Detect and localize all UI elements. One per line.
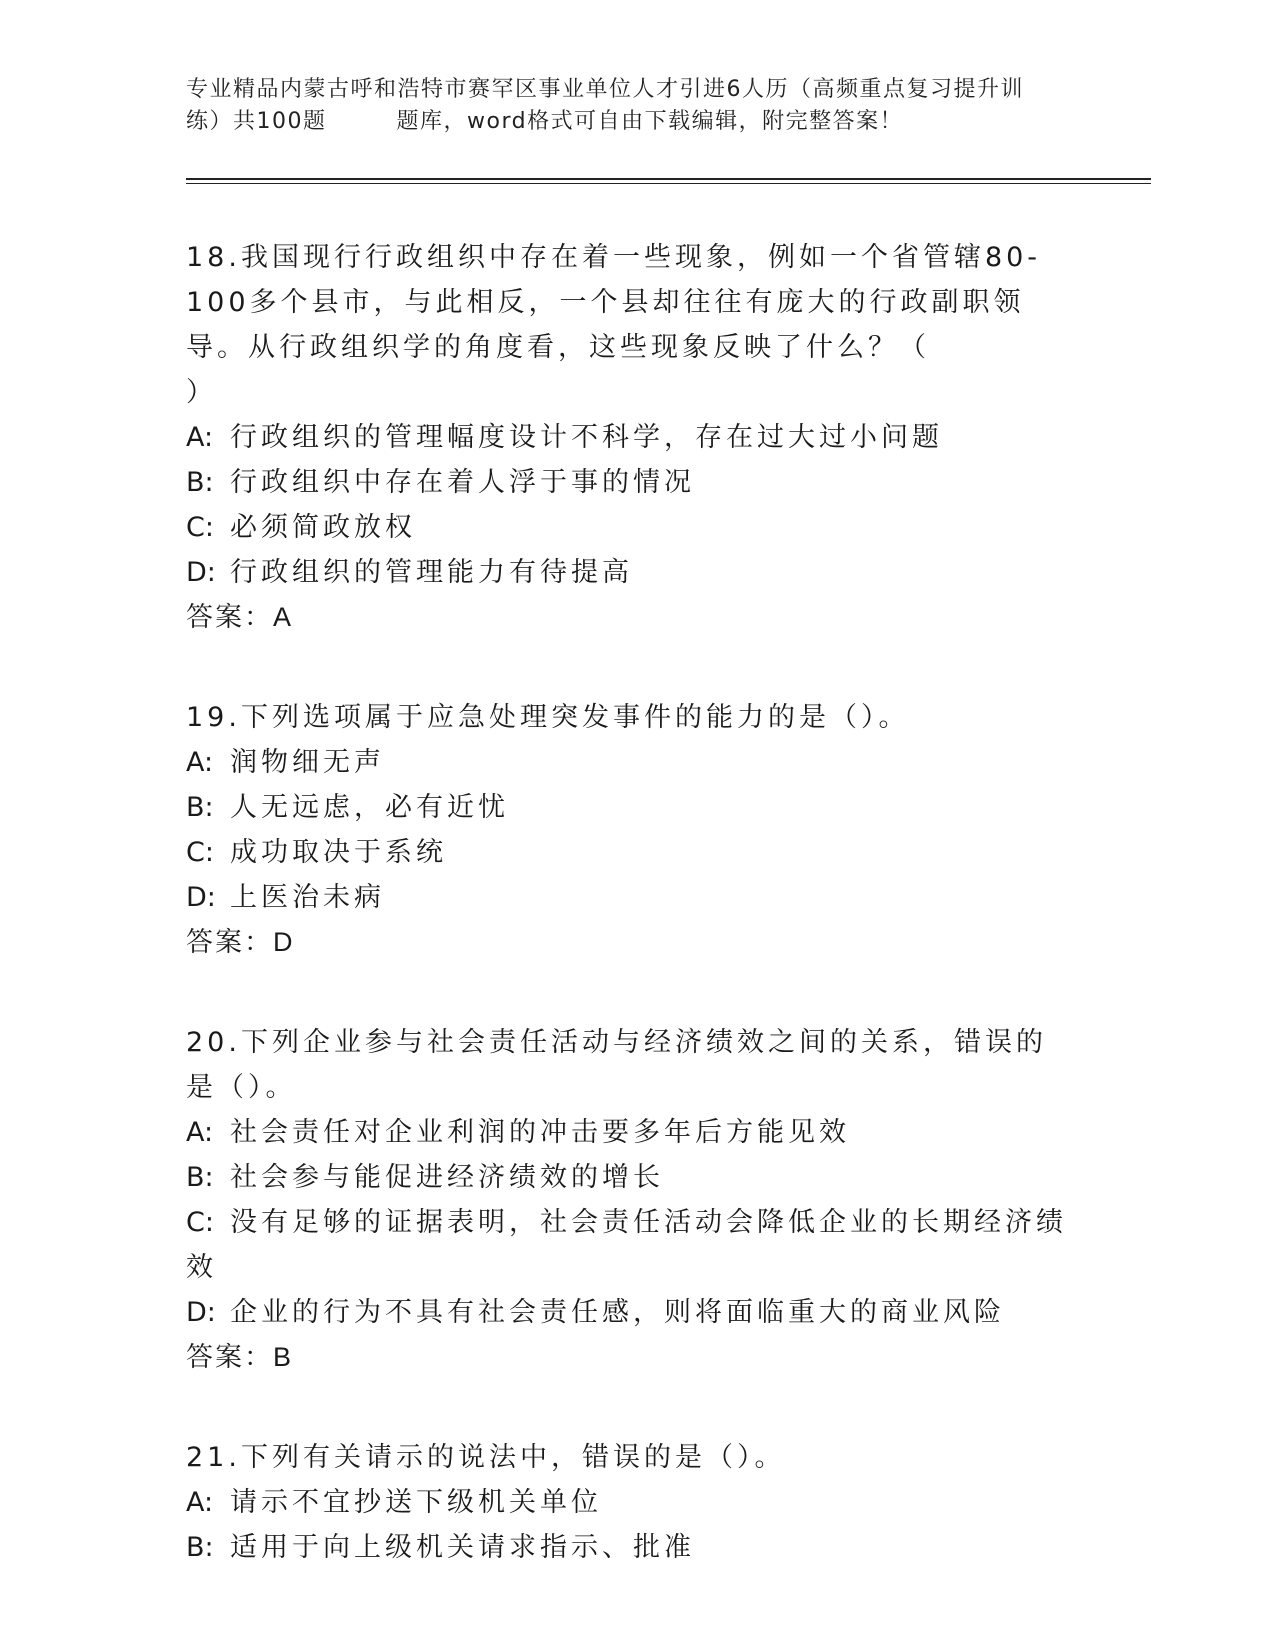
- option-letter: B:: [186, 792, 214, 823]
- option-text: 上医治未病: [230, 882, 385, 913]
- option-a: [186, 415, 1086, 460]
- option-text: 没有足够的证据表明，社会责任活动会降低企业的长期经济绩效: [186, 1207, 1067, 1283]
- question-18: [186, 235, 1086, 640]
- option-d: [186, 875, 1086, 920]
- option-d: [186, 1290, 1086, 1335]
- answer-line: 答案：A: [186, 602, 294, 632]
- option-letter: D:: [186, 1297, 216, 1328]
- option-b: [186, 1155, 1086, 1200]
- option-d: [186, 550, 1086, 595]
- question-list: [186, 235, 1086, 1625]
- option-letter: A:: [186, 1117, 214, 1148]
- document-header: [186, 74, 1086, 138]
- option-b: [186, 460, 1086, 505]
- header-divider-thin: [186, 183, 1151, 184]
- option-letter: B:: [186, 467, 214, 498]
- question-stem: 18.我国现行行政组织中存在着一些现象，例如一个省管辖80-100多个县市，与此相反，一个县却往往有庞大的行政副职领导。从行政组织学的角度看，这些现象反映了什么？（: [186, 242, 1042, 363]
- question-stem-end: ）: [186, 377, 217, 408]
- option-letter: A:: [186, 747, 214, 778]
- answer-line: 答案：D: [186, 927, 295, 957]
- option-c: [186, 505, 1086, 550]
- question-text: 19.下列选项属于应急处理突发事件的能力的是（）。: [186, 702, 910, 733]
- option-b: [186, 785, 1086, 830]
- option-letter: B:: [186, 1532, 214, 1563]
- option-letter: C:: [186, 1207, 214, 1238]
- option-text: 行政组织的管理幅度设计不科学，存在过大过小问题: [230, 422, 943, 453]
- option-a: [186, 1480, 1086, 1525]
- option-letter: C:: [186, 512, 214, 543]
- option-text: 社会参与能促进经济绩效的增长: [230, 1162, 664, 1193]
- option-letter: A:: [186, 1487, 214, 1518]
- header-title-line2: [186, 106, 1086, 138]
- option-letter: A:: [186, 422, 214, 453]
- option-text: 成功取决于系统: [230, 837, 447, 868]
- option-text: 润物细无声: [230, 747, 385, 778]
- option-letter: C:: [186, 837, 214, 868]
- option-text: 社会责任对企业利润的冲击要多年后方能见效: [230, 1117, 850, 1148]
- question-text: 20.下列企业参与社会责任活动与经济绩效之间的关系，错误的是（）。: [186, 1027, 1047, 1103]
- option-c: [186, 1200, 1086, 1290]
- question-19: [186, 695, 1086, 965]
- option-text: 企业的行为不具有社会责任感，则将面临重大的商业风险: [230, 1297, 1005, 1328]
- option-text: 适用于向上级机关请求指示、批准: [230, 1532, 695, 1563]
- question-text: [186, 235, 1066, 415]
- header-title-part-b: 题库，word格式可自由下载编辑，附完整答案！: [396, 109, 904, 134]
- option-text: 行政组织中存在着人浮于事的情况: [230, 467, 695, 498]
- option-a: [186, 1110, 1086, 1155]
- option-letter: B:: [186, 1162, 214, 1193]
- option-a: [186, 740, 1086, 785]
- option-text: 请示不宜抄送下级机关单位: [230, 1487, 602, 1518]
- option-text: 必须简政放权: [230, 512, 416, 543]
- option-text: 行政组织的管理能力有待提高: [230, 557, 633, 588]
- header-title-part-a: 练）共100题: [186, 109, 327, 134]
- question-text: 21.下列有关请示的说法中，错误的是（）。: [186, 1442, 786, 1473]
- header-divider-thick: [186, 178, 1151, 180]
- header-title-line1: 专业精品内蒙古呼和浩特市赛罕区事业单位人才引进6人历（高频重点复习提升训: [186, 77, 1024, 102]
- option-c: [186, 830, 1086, 875]
- question-20: [186, 1020, 1086, 1380]
- question-21: [186, 1435, 1086, 1570]
- answer-line: 答案：B: [186, 1342, 294, 1372]
- option-text: 人无远虑，必有近忧: [230, 792, 509, 823]
- option-b: [186, 1525, 1086, 1570]
- option-letter: D:: [186, 557, 216, 588]
- option-letter: D:: [186, 882, 216, 913]
